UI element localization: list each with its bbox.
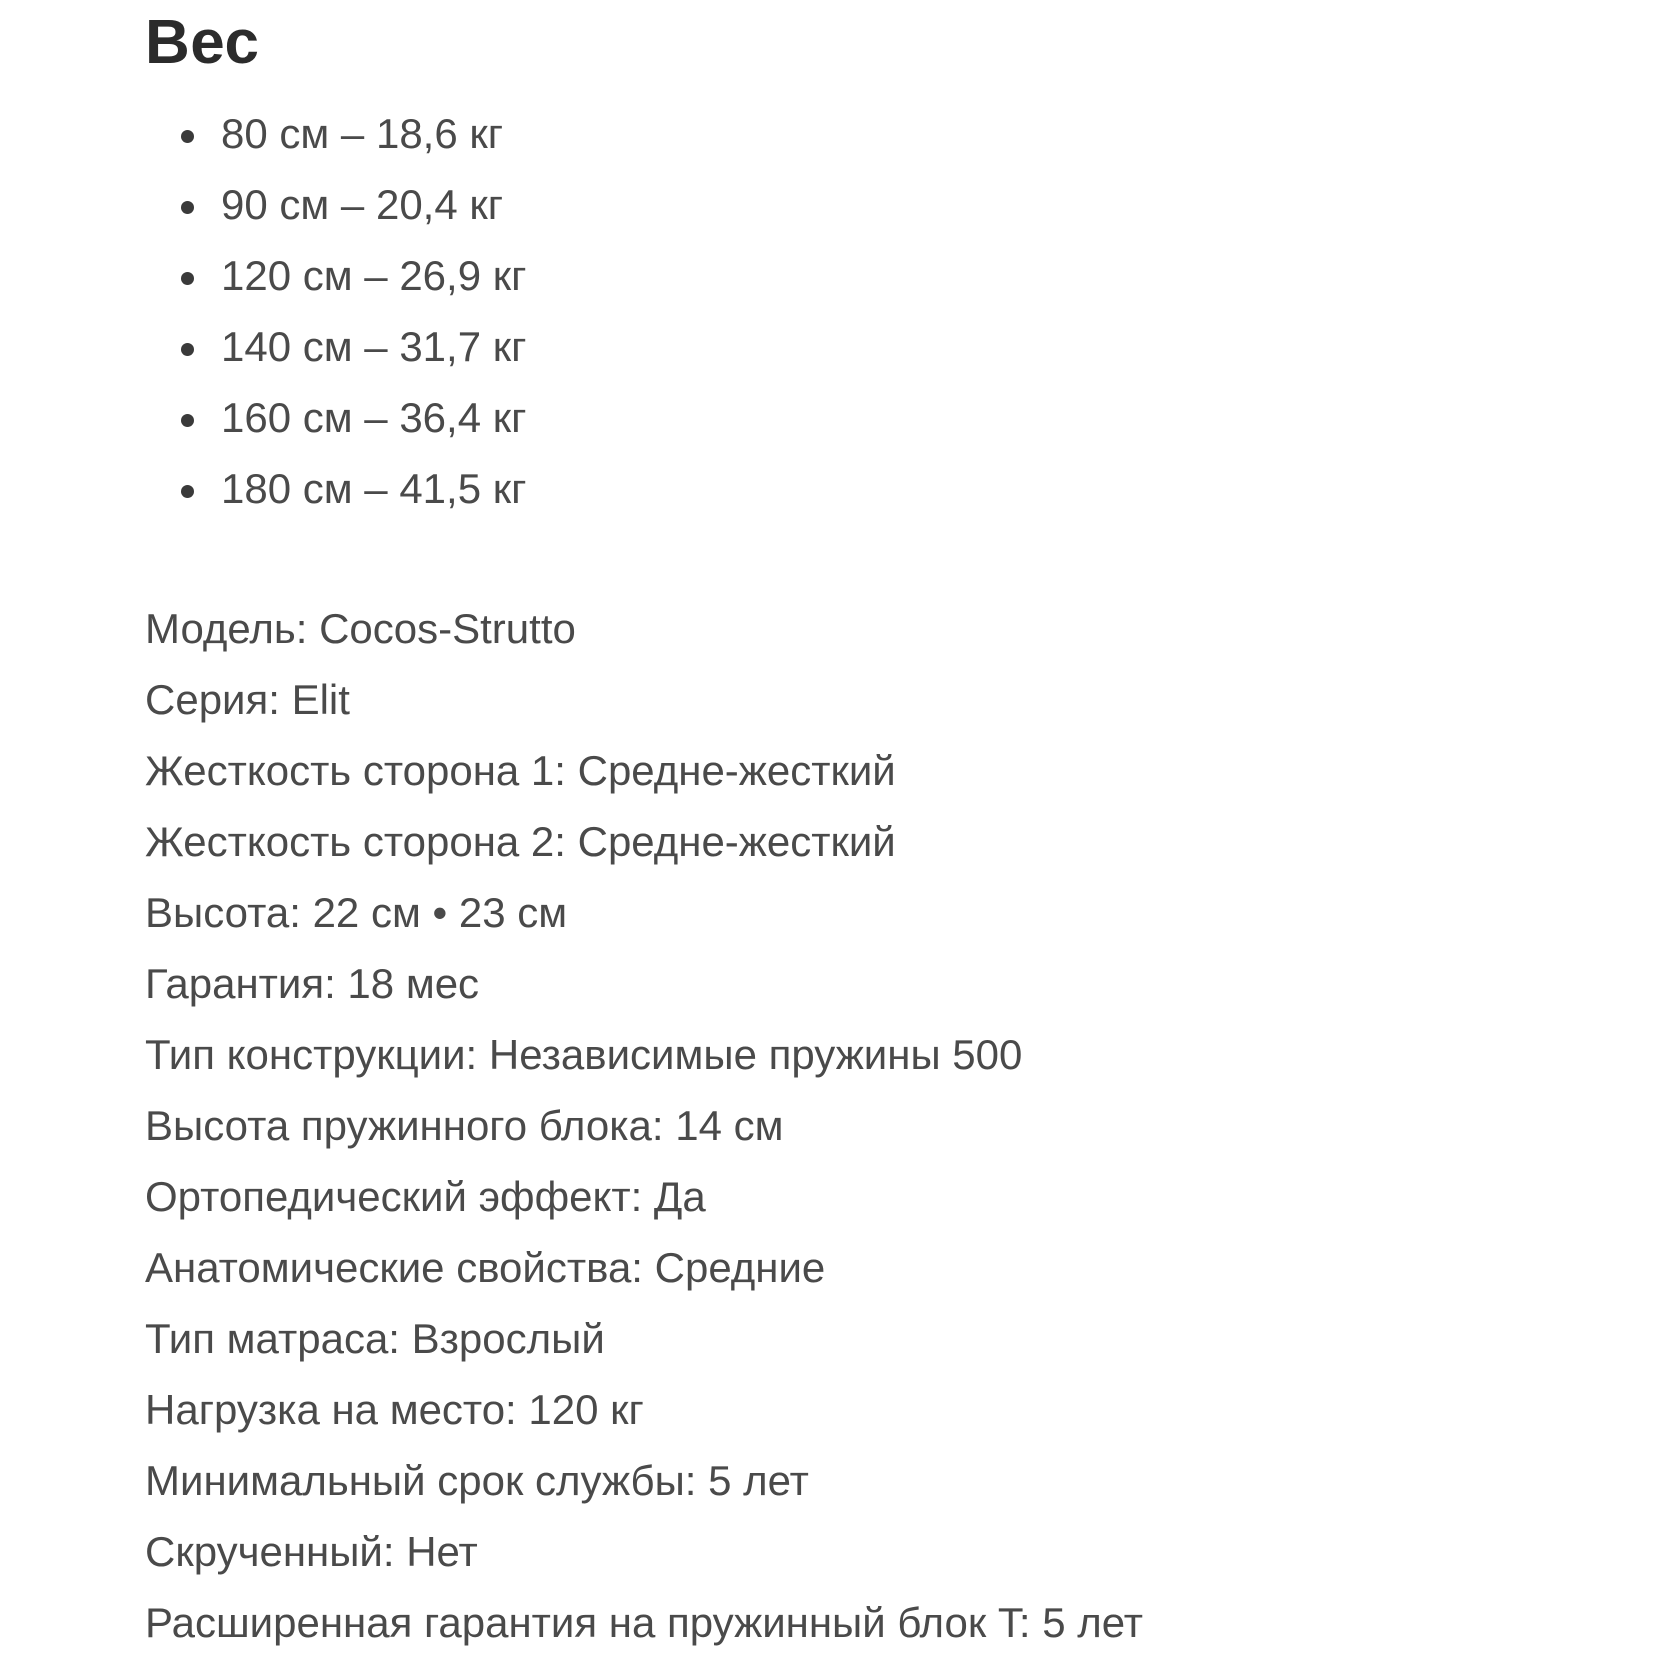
spec-rolled: Скрученный: Нет xyxy=(145,1528,478,1575)
weight-heading: Вес xyxy=(145,8,260,77)
weight-item-text: 140 см – 31,7 кг xyxy=(221,323,527,370)
specs-list xyxy=(145,593,1585,1658)
weight-list-item xyxy=(181,240,1585,311)
spec-height: Высота: 22 см • 23 см xyxy=(145,889,568,936)
spec-service-life: Минимальный срок службы: 5 лет xyxy=(145,1457,809,1504)
spec-firmness-side-1: Жесткость сторона 1: Средне-жесткий xyxy=(145,747,896,794)
spec-extended-warranty: Расширенная гарантия на пружинный блок T: 5 лет xyxy=(145,1599,1143,1646)
bullet-icon xyxy=(181,272,194,285)
weight-list xyxy=(145,98,1585,524)
spec-warranty: Гарантия: 18 мес xyxy=(145,960,480,1007)
spec-construction-type: Тип конструкции: Независимые пружины 500 xyxy=(145,1031,1023,1078)
weight-list-item xyxy=(181,169,1585,240)
weight-item-text: 80 см – 18,6 кг xyxy=(221,110,504,157)
spec-orthopedic-effect: Ортопедический эффект: Да xyxy=(145,1173,706,1220)
spec-load: Нагрузка на место: 120 кг xyxy=(145,1386,644,1433)
bullet-icon xyxy=(181,201,194,214)
weight-list-item xyxy=(181,453,1585,524)
spec-mattress-type: Тип матраса: Взрослый xyxy=(145,1315,605,1362)
weight-list-item xyxy=(181,382,1585,453)
spec-anatomic-properties: Анатомические свойства: Средние xyxy=(145,1244,826,1291)
spec-firmness-side-2: Жесткость сторона 2: Средне-жесткий xyxy=(145,818,896,865)
product-specs-page xyxy=(145,0,1585,1658)
weight-item-text: 120 см – 26,9 кг xyxy=(221,252,527,299)
bullet-icon xyxy=(181,130,194,143)
weight-item-text: 90 см – 20,4 кг xyxy=(221,181,504,228)
spec-model: Модель: Cocos-Strutto xyxy=(145,605,576,652)
weight-list-item xyxy=(181,311,1585,382)
weight-item-text: 180 см – 41,5 кг xyxy=(221,465,527,512)
bullet-icon xyxy=(181,414,194,427)
spec-spring-block-height: Высота пружинного блока: 14 см xyxy=(145,1102,784,1149)
spec-series: Серия: Elit xyxy=(145,676,350,723)
weight-list-item xyxy=(181,98,1585,169)
weight-item-text: 160 см – 36,4 кг xyxy=(221,394,527,441)
bullet-icon xyxy=(181,343,194,356)
bullet-icon xyxy=(181,485,194,498)
